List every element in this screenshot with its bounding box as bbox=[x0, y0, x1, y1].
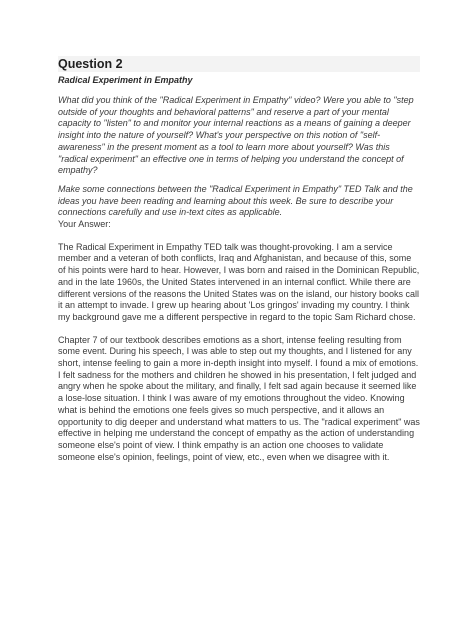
question-title: Question 2 bbox=[58, 57, 123, 71]
prompt-paragraph-1: What did you think of the "Radical Experiment in Empathy" video? Were you able to "step outside of your thoughts and behavioral patterns" and reserve a part of your mental capacity to "listen" to and monitor your internal reactions as a means of gaining a deeper insight into the nature of yourself? What's your perspective on this notion of "self-awareness" in the present moment as a tool to learn more about yourself? Was this "radical experiment" an effective one in terms of helping you understand the concept of empathy? bbox=[58, 95, 414, 176]
question-subtitle: Radical Experiment in Empathy bbox=[58, 75, 193, 85]
your-answer-label: Your Answer: bbox=[58, 219, 111, 230]
answer-paragraph-2: Chapter 7 of our textbook describes emotions as a short, intense feeling resulting from some event. During his speech, I was able to step out my thoughts, and I listened for any short, intense feeling to gain a more in-depth insight into myself. I found a mix of emotions. I felt sadness for the mothers and children he showed in his presentation, I felt judged and angry when he spoke about the military, and finally, I felt sad again because it seemed like a lose-lose situation. I think I was aware of my emotions throughout the video. Knowing what is behind the emotions one feels gives so much perspective, and it allows an opportunity to dig deeper and understand what matters to us. The "radical experiment" was effective in helping me understand the concept of empathy as the action of understanding someone else's point of view. I think empathy is an action one chooses to validate someone else's opinion, feelings, point of view, etc., even when we disagree with it. bbox=[58, 334, 420, 462]
prompt-paragraph-2: Make some connections between the "Radical Experiment in Empathy" TED Talk and the ideas you have been reading and learning about this week. Be sure to describe your connections carefully and use in-text cites as applicable. bbox=[58, 183, 413, 218]
document-page bbox=[58, 56, 420, 463]
question-header bbox=[58, 56, 420, 72]
answer-paragraph-1: The Radical Experiment in Empathy TED talk was thought-provoking. I am a service member and a veteran of both conflicts, Iraq and Afghanistan, and because of this, some of his points were hard to hear. However, I was born and raised in the Dominican Republic, and in the late 1960s, the United States intervened in an internal conflict. While there are different versions of the reasons the United States was on the island, our history books call it an attempt to invade. I grew up hearing about 'Los gringos' invading my country. I think my background gave me a different perspective in regard to the topic Sam Richard chose. bbox=[58, 241, 420, 322]
